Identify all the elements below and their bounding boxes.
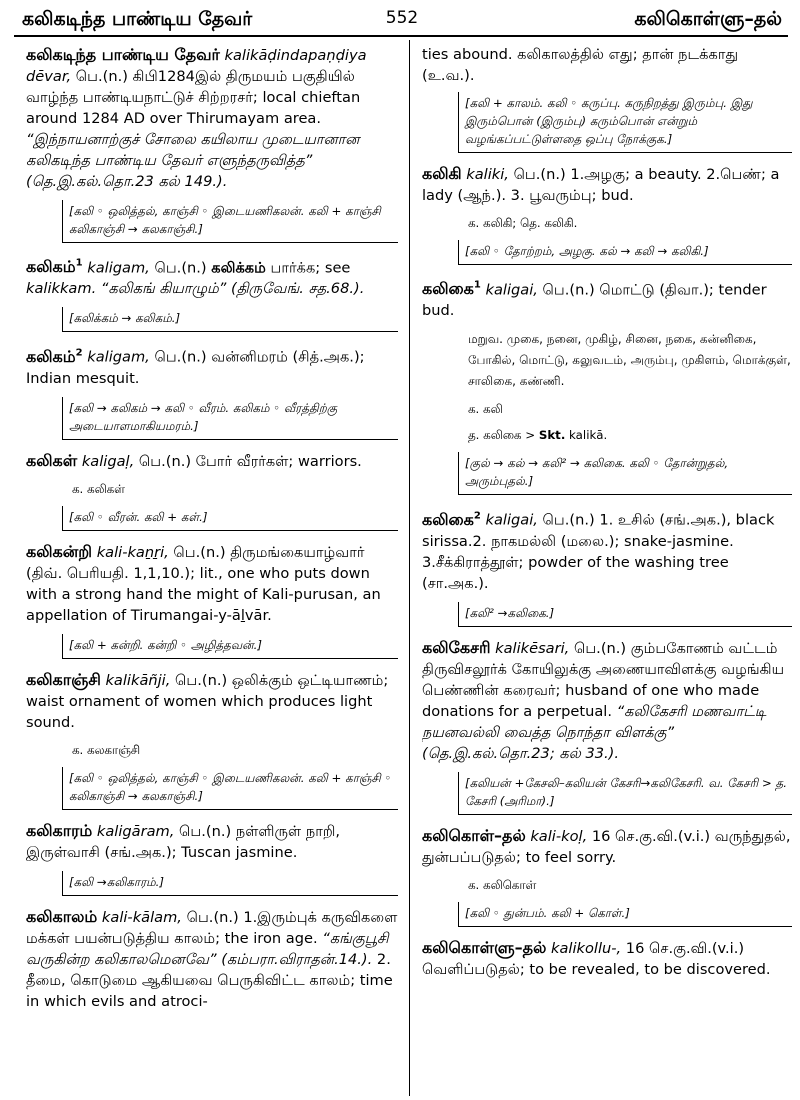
definition: பெ.(n.) கிபி1284இல் திருமயம் பகுதியில் வாழ்ந்த பாண்டியநாட்டுச் சிற்றரசர்; local chieftan around 1284 AD over Thirumayam area. [26, 68, 361, 127]
transliteration: kalikāḍindapaṇḍiya dēvar, [26, 47, 367, 85]
transliteration: kali-kālam, [101, 908, 182, 926]
entry-kaligai-2 [422, 505, 792, 593]
definition-cont: ties abound. கலிகாலத்தில் எது; தான் நடக்காது (உ.வ.). [422, 46, 739, 84]
headword: கலிகள் [26, 450, 78, 470]
citation-quote: “இந்நாயனாற்குச் சோலை கயிலாய முடையானான கலிகடிந்த பாண்டிய தேவர் எளுந்தருவித்த” (தெ.இ.கல்.தொ.23 கல் 149.). [26, 131, 360, 190]
definition: பெ.(n.) போர் வீரர்கள்; warriors. [134, 452, 362, 470]
definition: 16 செ.கு.வி.(v.i.) வெளிப்படுதல்; to be revealed, to be discovered. [422, 939, 771, 978]
etymology-note: [கலி ◦ ஒலித்தல், காஞ்சி ◦ இடையணிகலன். கலி + காஞ்சி ◦ கலிகாஞ்சி → கலகாஞ்சி.] [62, 767, 398, 810]
cross-reference-transliteration: kalikkam. [26, 280, 97, 298]
headword: கலிகி [422, 164, 462, 183]
cross-reference: கலிக்கம் [211, 259, 266, 277]
etymology-note: [கலியன் +கேசலி–கலியன் கேசரி→கலிகேசரி. வ. கேசரி > த. கேசரி (அரிமா).] [458, 772, 792, 815]
transliteration: kaligāram, [96, 822, 175, 840]
entry-kalikalam-continued [422, 44, 792, 86]
citation-quote: “கலிகேசரி மணவாட்டி நயனவல்லி வைத்த நொந்தா விளக்கு” (தெ.இ.கல்.தொ.23; கல் 33.). [422, 702, 767, 762]
headword: கலிகாரம் [26, 820, 93, 840]
definition: பெ.(n.) மொட்டு (திவா.); tender bud. [422, 281, 767, 320]
transliteration: kali-koḷ, [530, 827, 588, 845]
headword: கலிகேசரி [422, 637, 491, 657]
headword: கலிகொள்ளு–தல் [422, 937, 547, 957]
headword: கலிகம்$^2$ [26, 346, 83, 366]
transliteration: kalikollu-, [551, 939, 622, 957]
entry-kalikol-thal [422, 825, 792, 868]
definition-cont: 2. தீமை, கொடுமை ஆகியவை பெருகிவிட்ட காலம்; time in which evils and atroci- [26, 950, 393, 1010]
definition-cont: பார்க்க; see [265, 259, 351, 277]
entry-kalikalam [26, 906, 398, 1012]
cognate-note: க. கலிகொள் [468, 877, 537, 892]
entry-kaligaram [26, 820, 398, 863]
etymology-note: [கலி² →கலிகை.] [458, 602, 792, 627]
entry-kaligam-1 [26, 253, 398, 299]
definition: பெ.(n.) 1.அழகு; a beauty. 2.பெண்; a lady (ஆந்.). 3. பூவரும்பு; bud. [422, 166, 780, 204]
headword: கலிகை$^1$ [422, 279, 481, 299]
definition: பெ.(n.) [149, 259, 212, 277]
transliteration: kaliki, [466, 166, 509, 183]
etymology-note: [கலி + கன்றி. கன்றி ◦ அழித்தவன்.] [62, 634, 398, 659]
definition: பெ.(n.) 1.இரும்புக் கருவிகளை மக்கள் பயன்படுத்திய காலம்; the iron age. [26, 908, 398, 947]
headword: கலிகாலம் [26, 906, 98, 926]
synonyms-note: மறுவ. முகை, நனை, முகிழ், சினை, நகை, கன்னிகை, போகில், மொட்டு, கலுவடம், அரும்பு, முகிளம், மொக்குள், சாலிகை, கண்ணி. [468, 332, 791, 389]
headword: கலிகை$^2$ [422, 509, 481, 529]
right-guide-word: கலிகொள்ளு–தல் [634, 8, 782, 30]
citation-quote: “கலிகங் கியாழும்” (திருவேங். சத.68.). [96, 280, 365, 298]
headword: கலிகடிந்த பாண்டிய தேவர் [26, 45, 220, 64]
transliteration: kalikēsari, [495, 639, 570, 657]
page-header [22, 4, 782, 34]
citation-quote: “கங்குபூசி வருகின்ற கலிகாலமெனவே” (கம்பரா.விராதன்.14.). [26, 929, 389, 968]
page-number: 552 [385, 8, 419, 28]
etymology-note: [கலி + காலம். கலி ◦ கருப்பு. கருநிறத்து இரும்பு. இது இரும்பொன் (இரும்பு) கரும்பொன் என்றும் வழங்கப்பட்டுள்ளதை ஒப்பு நோக்குக.] [458, 92, 792, 153]
column-divider [409, 40, 410, 1096]
transliteration: kaligaḷ, [81, 452, 135, 470]
definition: 16 செ.கு.வி.(v.i.) வருந்துதல், துன்பப்படுதல்; to feel sorry. [422, 827, 791, 866]
entry-kalikollu-thal [422, 937, 792, 980]
entry-kalikanri [26, 541, 398, 626]
headword: கலிகன்றி [26, 541, 93, 561]
etymology-note: [கலி →கலிகாரம்.] [62, 871, 398, 896]
entry-kaligai-1 [422, 275, 792, 321]
right-column [422, 44, 792, 1094]
etymology-note: [கலி ◦ ஒலித்தல், காஞ்சி ◦ இடையணிகலன். கலி + காஞ்சி கலிகாஞ்சி → கலகாஞ்சி.] [62, 200, 398, 243]
definition: பெ.(n.) வன்னிமரம் (சித்.அக.); Indian mesquit. [26, 348, 365, 387]
transliteration: kaligai, [485, 511, 538, 529]
transliteration: kaligam, [87, 259, 150, 277]
transliteration: kaligam, [87, 348, 150, 366]
definition: பெ.(n.) 1. உசில் (சங்.அக.), black sirissa.2. நாகமல்லி (மலை.); snake-jasmine. 3.சீக்கிராத்தூள்; powder of the washing tree (சா.அக.). [422, 511, 775, 592]
definition: பெ.(n.) நள்ளிருள் நாறி, இருள்வாசி (சங்.அக.); Tuscan jasmine. [26, 822, 341, 861]
entry-kalikadintha [26, 44, 398, 192]
definition: பெ.(n.) ஒலிக்கும் ஒட்டியாணம்; waist ornament of women which produces light sound. [26, 671, 389, 731]
cognate-note: க. கலி [468, 402, 503, 417]
headword: கலிகாஞ்சி [26, 669, 101, 689]
cognate-note: க. கலிகள் [72, 481, 125, 496]
etymology-note: [கலிக்கம் → கலிகம்.] [62, 307, 398, 332]
definition: பெ.(n.) திருமங்கையாழ்வார் (திவ். பெரியதி. 1,1,10.); lit., one who puts down with a strong hand the might of Kali-purusan, an appellation of Tirumangai-y-āḻvār. [26, 543, 381, 624]
transliteration: kali-kaṉṟi, [96, 543, 169, 561]
etymology-note: [கலி ◦ தோற்றம், அழகு. கல் → கலி → கலிகி.] [458, 240, 792, 265]
headword: கலிகொள்–தல் [422, 825, 526, 845]
entry-kaligam-2 [26, 342, 398, 388]
header-rule [14, 35, 788, 37]
etymology-note: [கலி → கலிகம் → கலி ◦ வீரம். கலிகம் ◦ வீரத்திற்கு அடையாளமாகியமரம்.] [62, 397, 398, 440]
entry-kaligal [26, 450, 398, 472]
headword: கலிகம்$^1$ [26, 257, 83, 277]
transliteration: kalikāñji, [105, 671, 171, 689]
loan-note: த. கலிகை > Skt. kalikā. [468, 428, 608, 443]
entry-kaliki [422, 163, 792, 206]
left-column [26, 44, 398, 1094]
entry-kalikesari [422, 637, 792, 764]
definition: பெ.(n.) கும்பகோணம் வட்டம் திருவிசலூர்க் கோயிலுக்கு அணையாவிளக்கு வழங்கிய பெண்ணின் கரைவர்; husband of one who made donations for a perpetual. [422, 639, 785, 720]
transliteration: kaligai, [485, 281, 538, 299]
cognate-note: க. கலகாஞ்சி [72, 742, 141, 757]
left-guide-word: கலிகடிந்த பாண்டிய தேவர் [22, 8, 253, 30]
etymology-note: [குல் → கல் → கலி² → கலிகை. கலி ◦ தோன்றுதல், அரும்புதல்.] [458, 452, 792, 495]
etymology-note: [கலி ◦ வீரன். கலி + கள்.] [62, 506, 398, 531]
cognate-note: க. கலிகி; தெ. கலிகி. [468, 216, 578, 230]
etymology-note: [கலி ◦ துன்பம். கலி + கொள்.] [458, 902, 792, 927]
entry-kalikanji [26, 669, 398, 733]
